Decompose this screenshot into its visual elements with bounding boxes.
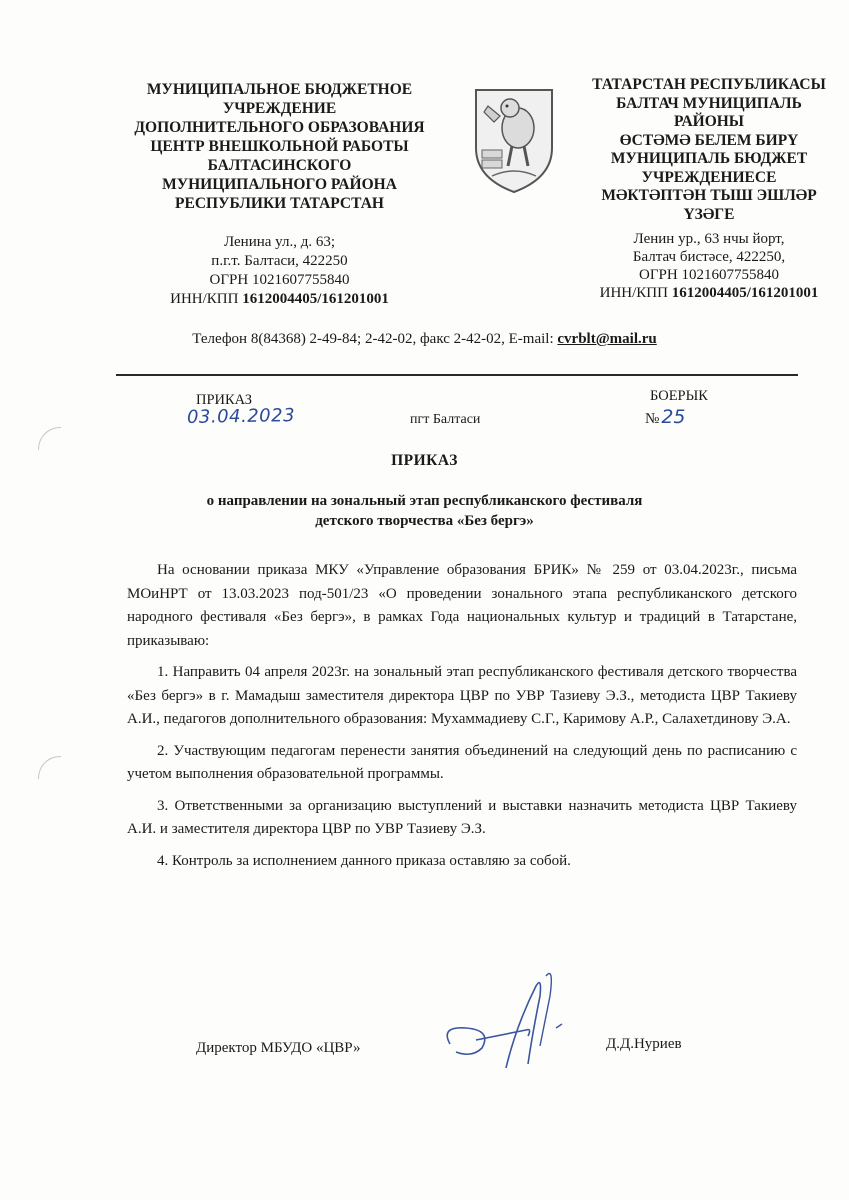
address-line: ОГРН 1021607755840 xyxy=(209,272,350,288)
order-item: 3. Ответственными за организацию выступлений и выставки назначить методиста ЦВР Такиеву А.И. и заместителя директора ЦВР по УВР Тазиеву Э.З. xyxy=(127,797,797,837)
org-name-line: ТАТАРСТАН РЕСПУБЛИКАСЫ xyxy=(592,76,826,93)
email-link[interactable]: cvrblt@mail.ru xyxy=(557,331,657,347)
order-body xyxy=(127,559,797,873)
contact-text: Телефон 8(84368) 2-49-84; 2-42-02, факс 2-42-02, E-mail: xyxy=(192,331,558,347)
order-item: 1. Направить 04 апреля 2023г. на зональный этап республиканского фестиваля детского творчества «Без бергэ» в г. Мамадыш заместителя директора ЦВР по УВР Тазиеву Э.З., методиста ЦВР Такиеву А.И., педагогов дополнительного образования: Мухаммадиеву С.Г., Каримову А.Р., Салахетдинову Э.А. xyxy=(127,664,797,727)
preamble: На основании приказа МКУ «Управление образования БРИК» № 259 от 03.04.2023г., письма МОиНРТ от 13.03.2023 под-501/23 «О проведении зонального этапа республиканского детского народного фестиваля «Без бергэ», в рамках Года национальных культур и традиций в Татарстане, приказываю: xyxy=(127,562,797,649)
org-name-line: МУНИЦИПАЛЬНОЕ БЮДЖЕТНОЕ xyxy=(146,81,413,98)
order-place: пгт Балтаси xyxy=(410,412,481,427)
address-line: Ленина ул., д. 63; xyxy=(223,234,336,250)
punch-hole-mark xyxy=(38,427,61,450)
number-prefix: № xyxy=(645,411,660,427)
org-name-line: УЧРЕЖДЕНИЕСЕ xyxy=(641,168,777,186)
document-title: ПРИКАЗ xyxy=(391,452,458,469)
org-header-tt xyxy=(570,76,848,302)
inn-value: 1612004405/161201001 xyxy=(242,291,389,307)
order-label-ru: ПРИКАЗ xyxy=(196,392,253,408)
org-name-line: ӨСТӘМӘ БЕЛЕМ БИРҮ xyxy=(619,131,799,149)
org-name-line: ҮЗӘГЕ xyxy=(683,205,735,223)
address-line: Балтач бистәсе, 422250, xyxy=(632,249,786,265)
signer-name: Д.Д.Нуриев xyxy=(606,1036,682,1052)
org-name-line: УЧРЕЖДЕНИЕ xyxy=(222,100,337,117)
inn-line xyxy=(570,284,848,302)
header-divider xyxy=(116,374,798,376)
order-number xyxy=(645,406,686,428)
org-name-line: БАЛТАСИНСКОГО xyxy=(207,157,352,174)
org-name-line: РАЙОНЫ xyxy=(673,113,745,130)
org-name-line: ДОПОЛНИТЕЛЬНОГО ОБРАЗОВАНИЯ xyxy=(134,119,425,136)
org-name-line: БАЛТАЧ МУНИЦИПАЛЬ xyxy=(616,94,802,112)
org-name-line: МӘКТӘПТӘН ТЫШ ЭШЛӘР xyxy=(601,187,817,204)
order-item: 2. Участвующим педагогам перенести занятия объединений на следующий день по расписанию с учетом выполнения образовательной программы. xyxy=(127,742,797,782)
order-label-tt: БОЕРЫК xyxy=(650,388,708,404)
address-line: п.г.т. Балтаси, 422250 xyxy=(211,253,348,269)
address-line: Ленин ур., 63 нчы йорт, xyxy=(633,231,785,247)
inn-label: ИНН/КПП xyxy=(599,285,672,301)
org-name-line: РЕСПУБЛИКИ ТАТАРСТАН xyxy=(175,195,384,212)
org-address-tt xyxy=(570,230,848,302)
org-address-ru xyxy=(112,233,447,309)
org-name-line: МУНИЦИПАЛЬНОГО РАЙОНА xyxy=(162,176,397,193)
handwritten-signature-icon xyxy=(436,966,576,1081)
signer-role: Директор МБУДО «ЦВР» xyxy=(196,1040,361,1056)
handwritten-number: 25 xyxy=(661,406,686,428)
punch-hole-mark xyxy=(38,756,61,779)
org-header-ru xyxy=(112,80,447,309)
coat-of-arms-icon xyxy=(472,86,556,196)
org-name-line: ЦЕНТР ВНЕШКОЛЬНОЙ РАБОТЫ xyxy=(150,138,409,155)
subject-line: о направлении на зональный этап республиканского фестиваля xyxy=(206,493,643,509)
org-name-line: МУНИЦИПАЛЬ БЮДЖЕТ xyxy=(610,150,808,167)
contact-line xyxy=(0,331,849,348)
order-item: 4. Контроль за исполнением данного приказа оставляю за собой. xyxy=(157,852,571,869)
inn-line xyxy=(112,290,447,309)
inn-label: ИНН/КПП xyxy=(170,291,243,307)
subject-line: детского творчества «Без бергэ» xyxy=(315,513,534,529)
document-subject xyxy=(0,491,849,531)
inn-value: 1612004405/161201001 xyxy=(671,285,819,301)
address-line: ОГРН 1021607755840 xyxy=(639,267,779,283)
handwritten-date: 03.04.2023 xyxy=(186,405,296,428)
